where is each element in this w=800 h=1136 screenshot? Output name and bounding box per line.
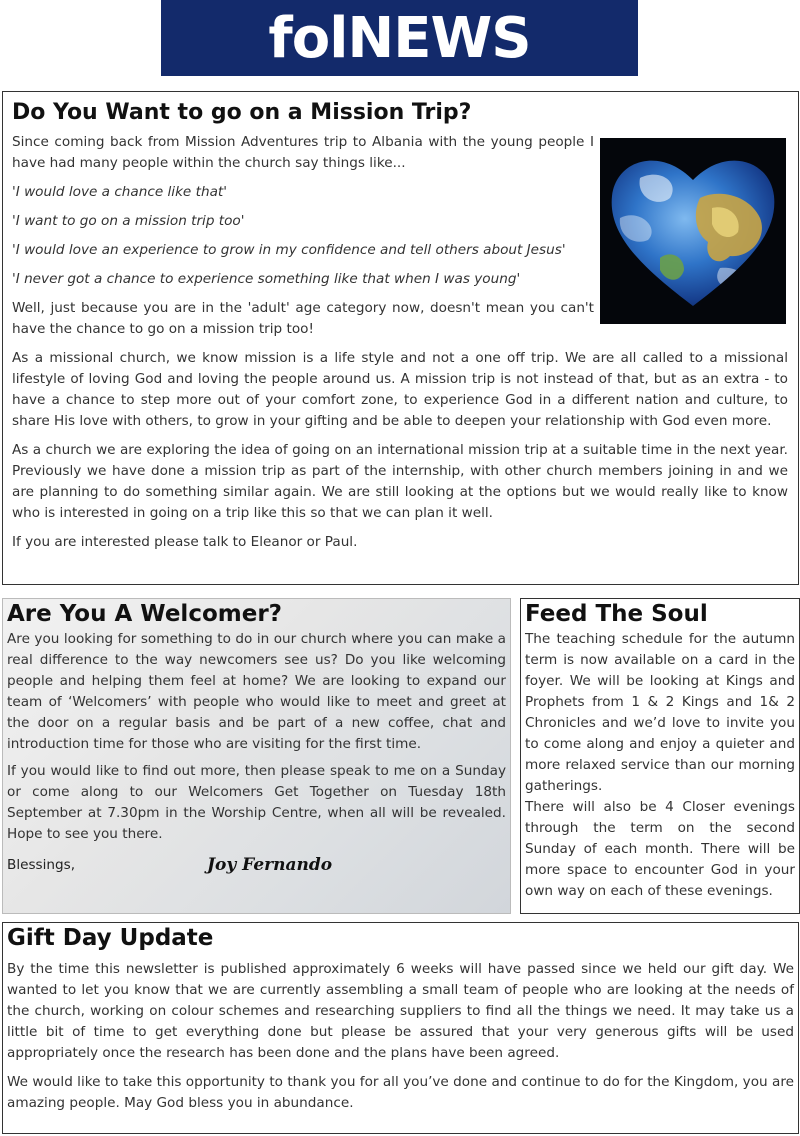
signature: Joy Fernando (207, 855, 333, 875)
signoff (7, 855, 506, 875)
quote: 'I would love an experience to grow in my confidence and tell others about Jesus' (12, 242, 566, 258)
masthead-title: folNEWS (268, 5, 531, 71)
welcomer-heading: Are You A Welcomer? (7, 601, 283, 627)
quote: 'I never got a chance to experience something like that when I was young' (12, 271, 521, 287)
gift-paragraph: We would like to take this opportunity to thank you for all you’ve done and continue to do for the Kingdom, you are amazing people. May God bless you in abundance. (7, 1074, 794, 1111)
mission-intro: Since coming back from Mission Adventures trip to Albania with the young people I have had many people within the church say things like... (12, 134, 594, 171)
quote: 'I would love a chance like that' (12, 184, 227, 200)
mission-paragraph: Well, just because you are in the 'adult' age category now, doesn't mean you can't have the chance to go on a mission trip too! (12, 300, 594, 337)
gift-day-article (2, 922, 799, 1134)
heart-globe-image (600, 138, 786, 324)
heart-globe-icon (600, 138, 786, 324)
welcomer-paragraph: Are you looking for something to do in our church where you can make a real difference to the way newcomers see us? Do you like welcoming people and helping them feel at home? We are looking to expand our team of ‘Welcomers’ with people who would like to meet and greet at the door on a regular basis and be part of a new coffee, chat and introduction time for those who are visiting for the first time. (7, 631, 506, 752)
mission-heading: Do You Want to go on a Mission Trip? (12, 100, 472, 125)
masthead (161, 0, 638, 76)
quote: 'I want to go on a mission trip too' (12, 213, 245, 229)
blessings-text: Blessings, (7, 857, 76, 873)
mission-contact: If you are interested please talk to Eleanor or Paul. (12, 534, 358, 550)
welcomer-paragraph: If you would like to find out more, then please speak to me on a Sunday or come along to our Welcomers Get Together on Tuesday 18th September at 7.30pm in the Worship Centre, when all will be revealed. Hope to see you there. (7, 763, 506, 842)
feed-heading: Feed The Soul (525, 601, 708, 627)
feed-paragraph: The teaching schedule for the autumn term is now available on a card in the foyer. We will be looking at Kings and Prophets from 1 & 2 Kings and 1& 2 Chronicles and we’d love to invite you to come along and enjoy a quieter and more relaxed service than our morning gatherings. (525, 631, 795, 794)
gift-heading: Gift Day Update (7, 925, 214, 951)
mission-trip-article (2, 91, 799, 585)
mission-paragraph: As a missional church, we know mission is a life style and not a one off trip. We are all called to a missional lifestyle of loving God and loving the people around us. A mission trip is not instead of that, but as an extra - to have a chance to step more out of your comfort zone, to experience God in a different nation and culture, to share His love with others, to grow in your gifting and be able to deepen your relationship with God even more. (12, 350, 788, 429)
welcomer-article (2, 598, 511, 914)
feed-the-soul-article (520, 598, 800, 914)
mission-paragraph: As a church we are exploring the idea of going on an international mission trip at a suitable time in the next year. Previously we have done a mission trip as part of the internship, with other church members joining in and we are planning to do something similar again. We are still looking at the options but we would really like to know who is interested in going on a trip like this so that we can plan it well. (12, 442, 788, 521)
feed-paragraph: There will also be 4 Closer evenings through the term on the second Sunday of each month. There will be more space to encounter God in your own way on each of these evenings. (525, 799, 795, 899)
gift-paragraph: By the time this newsletter is published approximately 6 weeks will have passed since we held our gift day. We wanted to let you know that we are currently assembling a small team of people who are looking at the needs of the church, working on colour schemes and researching suppliers to find all the things we need. It may take us a little bit of time to get everything done but please be assured that your very generous gifts will be used appropriately once the research has been done and the plans have been agreed. (7, 961, 794, 1061)
